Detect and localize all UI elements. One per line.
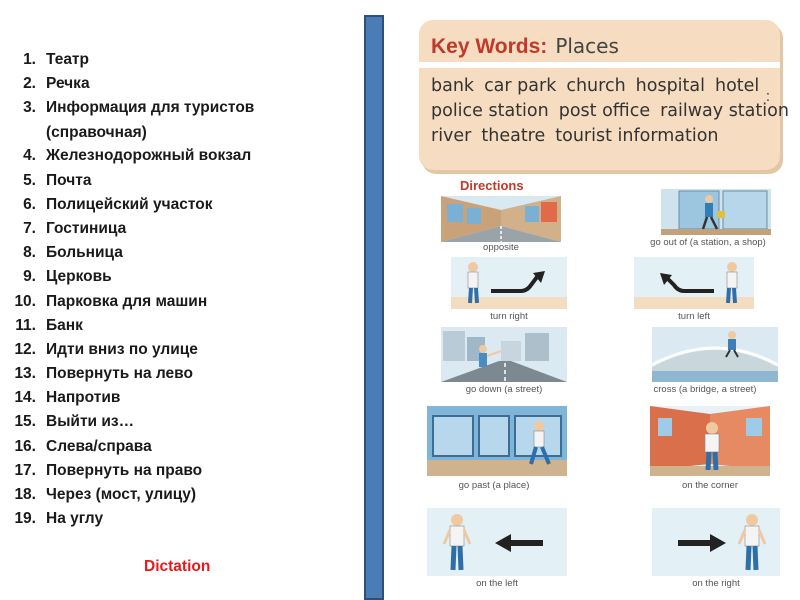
panel-turn-right	[451, 257, 567, 321]
caption: go past (a place)	[458, 480, 530, 491]
list-item: 4. Железнодорожный вокзал	[23, 147, 252, 165]
caption: on the left	[476, 578, 518, 589]
list-item: 7. Гостиница	[23, 219, 127, 237]
on-right-illustration	[652, 508, 780, 576]
panel-go-down	[441, 327, 567, 397]
word: police station	[431, 101, 549, 121]
turn-right-illustration	[451, 257, 567, 309]
list-item: 10. Парковка для машин	[14, 292, 208, 310]
word-row	[431, 124, 776, 149]
list-item: 9. Церковь	[23, 268, 112, 286]
list-item: 19. На углу	[14, 510, 104, 528]
list-item: 15. Выйти из…	[14, 413, 135, 431]
list-item: 1. Театр	[23, 51, 89, 68]
go-past-illustration	[424, 406, 570, 476]
list-item: 12. Идти вниз по улице	[14, 340, 198, 358]
word: car park	[484, 76, 557, 96]
cross-illustration	[640, 327, 790, 382]
panel-cross	[630, 327, 780, 397]
key-words-list	[431, 74, 789, 149]
word: hospital	[635, 76, 705, 96]
word-row	[431, 99, 789, 124]
word: hotel	[715, 76, 760, 96]
list-item: 14. Напротив	[14, 389, 121, 407]
street-illustration	[441, 196, 561, 242]
word: theatre	[481, 126, 546, 146]
turn-left-illustration	[634, 257, 754, 309]
key-words-panel	[419, 20, 789, 170]
list-item: 6. Полицейский участок	[23, 195, 213, 213]
vocabulary-list	[0, 48, 360, 531]
panel-go-past	[421, 406, 567, 496]
panel-opposite	[441, 196, 561, 254]
word: bank	[431, 76, 475, 96]
key-words-subtitle: Places	[555, 34, 619, 58]
list-item: 13. Повернуть на лево	[14, 365, 193, 383]
go-out-illustration	[642, 189, 790, 235]
list-item: 18. Через (мост, улицу)	[14, 486, 197, 503]
panel-on-left	[427, 508, 567, 592]
caption: turn left	[678, 311, 710, 322]
caption: opposite	[483, 242, 519, 253]
word: church	[566, 76, 626, 96]
word: tourist information	[555, 126, 719, 146]
key-words-title: Key Words: Places	[431, 34, 619, 58]
panel-go-out	[634, 189, 782, 249]
caption: cross (a bridge, a street)	[653, 384, 757, 395]
go-down-illustration	[441, 327, 567, 382]
word: post office	[558, 101, 651, 121]
list-item: 8. Больница	[23, 244, 123, 262]
word: railway station	[660, 101, 789, 121]
on-corner-illustration	[650, 406, 770, 476]
panel-on-right	[652, 508, 780, 592]
panel-on-corner	[650, 406, 770, 496]
panel-divider	[419, 62, 780, 68]
list-item: 5. Почта	[23, 171, 92, 189]
list-item: 2. Речка	[23, 75, 90, 93]
list-item: 17. Повернуть на право	[14, 461, 203, 479]
word-row	[431, 74, 776, 99]
vertical-divider	[364, 15, 384, 600]
on-left-illustration	[427, 508, 567, 576]
word: river	[431, 126, 472, 146]
caption: go down (a street)	[465, 384, 543, 395]
list-item: 3. Информация для туристов (справочная)	[23, 99, 255, 141]
caption: turn right	[490, 311, 528, 322]
list-item: 11. Банк	[15, 316, 83, 334]
caption: on the corner	[682, 480, 738, 491]
dictation-label: Dictation	[144, 558, 211, 575]
caption: go out of (a station, a shop)	[650, 237, 766, 248]
caption: on the right	[692, 578, 740, 589]
panel-turn-left	[634, 257, 754, 321]
directions-title: Directions	[460, 178, 524, 193]
trailing-mark: :	[765, 88, 770, 105]
list-item: 16. Слева/справа	[14, 437, 152, 455]
